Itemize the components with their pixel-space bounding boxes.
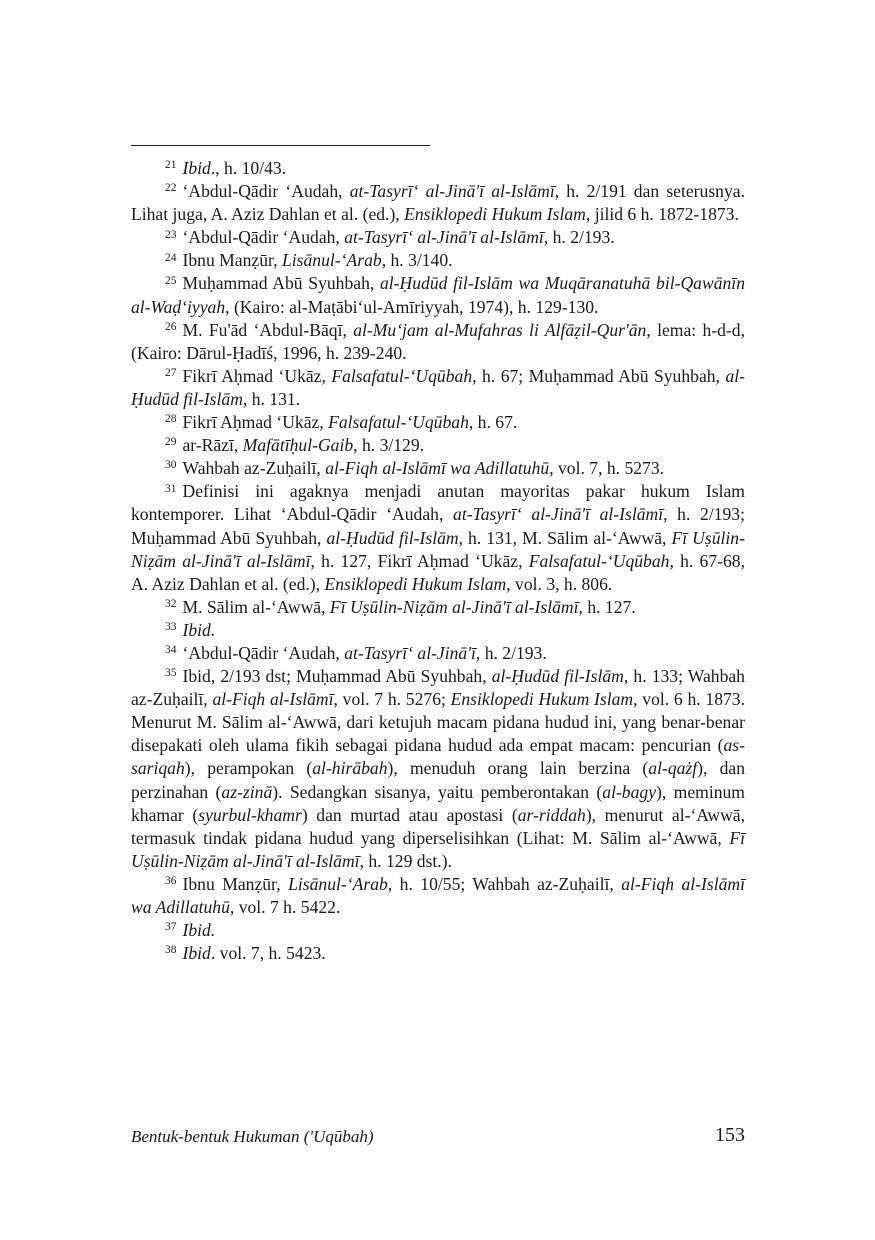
- footnote-italic-title: al-Fiqh al-Islāmī wa Adillatuhū: [325, 458, 550, 479]
- footnote-text: , h. 2/193; Muḥammad Abū Syuhbah,: [131, 504, 745, 548]
- footnote-italic-title: Fī Uṣūlin-Niẓām al-Jinā'ī al-Islāmī: [131, 527, 745, 571]
- footnote-38: [131, 942, 745, 965]
- footnote-italic-title: al-Mu‘jam al-Mufahras li Alfāẓil-Qur'ān: [353, 319, 647, 340]
- footnote-36: [131, 873, 745, 919]
- footnote-31: [131, 480, 745, 595]
- footnote-italic-title: al-Ḥudūd fil-Islām: [491, 666, 624, 687]
- footnote-text: , vol. 3, h. 806.: [506, 573, 613, 594]
- footnote-text: ), meminum khamar (: [131, 781, 745, 825]
- footnote-italic-title: al-qażf: [648, 758, 698, 779]
- footnote-text: , h. 67; Muḥammad Abū Syuhbah,: [472, 365, 726, 386]
- footnote-italic-title: al-bagy: [602, 781, 657, 802]
- footnote-text: Muḥammad Abū Syuhbah,: [182, 273, 380, 294]
- footnote-italic-title: Lisānul-‘Arab: [281, 250, 382, 271]
- footnote-text: , vol. 7 h. 5276;: [333, 689, 451, 710]
- footnote-text: , h. 3/140.: [381, 250, 453, 271]
- footnote-text: , h. 127, Fikrī Aḥmad ‘Ukāz,: [310, 550, 529, 571]
- footnote-number: 38: [165, 944, 177, 957]
- footnote-28: [131, 411, 745, 434]
- footnote-text: , h. 129 dst.).: [359, 850, 452, 871]
- footnote-italic-title: Ibid.: [182, 619, 216, 640]
- footnote-italic-title: Mafātīḥul-Gaib: [242, 435, 354, 456]
- footnote-text: , lema: h-d-d, (Kairo: Dārul-Ḥadīś, 1996, h. 239-240.: [131, 319, 745, 363]
- footnotes-section: [131, 157, 745, 965]
- footnote-text: , vol. 7 h. 5422.: [229, 897, 341, 917]
- footnote-italic-title: al-hirābah: [312, 758, 388, 779]
- footnote-24: [131, 249, 745, 272]
- footnote-text: M. Fu'ād ‘Abdul-Bāqī,: [182, 319, 354, 340]
- footnote-number: 23: [165, 228, 177, 241]
- footnote-text: , h. 2/193.: [475, 642, 547, 663]
- footnote-text: Ibnu Manẓūr,: [182, 250, 282, 271]
- footnote-26: [131, 319, 745, 365]
- footnote-text: . vol. 7, h. 5423.: [210, 943, 326, 964]
- footnote-italic-title: Ibid.: [182, 920, 216, 941]
- footnote-text: , jilid 6 h. 1872-1873.: [585, 204, 739, 225]
- footnote-35: [131, 665, 745, 873]
- footnote-number: 30: [165, 459, 177, 472]
- footnote-30: [131, 457, 745, 480]
- footnote-number: 28: [165, 413, 177, 426]
- footnote-italic-title: Falsafatul-‘Uqūbah: [331, 365, 473, 386]
- footnote-italic-title: Falsafatul-‘Uqūbah: [328, 412, 469, 433]
- footnote-number: 27: [165, 367, 177, 380]
- footnote-italic-title: Lisānul-‘Arab: [288, 873, 388, 894]
- footnote-text: ) dan murtad atau apostasi (: [301, 804, 518, 825]
- footnote-text: ), menurut al-‘Awwā, termasuk tindak pidana hudud yang diperselisihkan (Lihat: M. Sālim al-‘Awwā,: [131, 804, 746, 848]
- footnote-27: [131, 365, 745, 411]
- footnote-text: , h. 2/193.: [543, 227, 615, 248]
- footnote-32: [131, 596, 745, 619]
- footnote-text: ‘Abdul-Qādir ‘Audah,: [182, 642, 345, 663]
- footnote-text: , vol. 6 h. 1873. Menurut M. Sālim al-‘Awwā, dari ketujuh macam pidana hudud ini, yang benar-benar disepakati oleh ulama fikih sebagai pidana hudud ada empat macam: pencurian (: [131, 689, 745, 756]
- footnote-number: 33: [165, 621, 177, 634]
- footnote-italic-title: al-Ḥudūd fil-Islām wa Muqāranatuhā bil-Qawānīn al-Waḍ‘iyyah: [131, 273, 745, 317]
- footnote-text: Fikrī Aḥmad ‘Ukāz,: [182, 365, 332, 386]
- footnote-text: ). Sedangkan sisanya, yaitu pemberontakan (: [272, 781, 603, 802]
- footnote-text: , h. 67.: [468, 412, 518, 433]
- footnote-italic-title: al-Fiqh al-Islāmī wa Adillatuhū: [131, 873, 745, 917]
- footnote-italic-title: at-Tasyrī‘ al-Jinā'ī: [344, 642, 476, 663]
- page-number: 153: [715, 1124, 745, 1146]
- footnote-29: [131, 434, 745, 457]
- footnote-italic-title: az-zinā: [221, 781, 273, 802]
- footnote-text: Wahbah az-Zuḥailī,: [182, 458, 326, 479]
- footnote-text: , h. 131, M. Sālim al-‘Awwā,: [458, 527, 672, 548]
- footnote-number: 36: [165, 875, 177, 888]
- footnote-number: 37: [165, 921, 177, 934]
- footnote-italic-title: al-Ḥudūd fil-Islām: [326, 527, 459, 548]
- running-title: Bentuk-bentuk Hukuman ('Uqūbah): [131, 1127, 374, 1146]
- footnote-italic-title: Ibid: [182, 158, 211, 178]
- footnote-text: ), dan perzinahan (: [131, 758, 746, 802]
- footnote-number: 34: [165, 644, 177, 657]
- footnote-number: 31: [165, 482, 177, 495]
- footnote-text: ., h. 10/43.: [210, 158, 287, 178]
- footnote-italic-title: as-sariqah: [131, 735, 745, 779]
- footnote-italic-title: syurbul-khamr: [198, 804, 302, 825]
- footnote-separator-rule: [131, 145, 430, 146]
- footnote-italic-title: al-Ḥudūd fil-Islām: [131, 365, 745, 409]
- footnote-italic-title: Falsafatul-‘Uqūbah: [528, 550, 670, 571]
- footnote-text: Definisi ini agaknya menjadi anutan mayoritas pakar hukum Islam kontemporer. Lihat ‘Abdul-Qādir ‘Audah,: [131, 481, 745, 525]
- footnote-text: , (Kairo: al-Maṭābi‘ul-Amīriyyah, 1974), h. 129-130.: [225, 296, 599, 317]
- footnote-italic-title: at-Tasyrī‘ al-Jinā'ī al-Islāmī: [344, 227, 544, 248]
- footnote-text: ‘Abdul-Qādir ‘Audah,: [182, 181, 350, 202]
- footnote-number: 21: [165, 159, 177, 172]
- footnote-italic-title: al-Fiqh al-Islāmī: [212, 689, 334, 710]
- page-footer: [131, 1124, 745, 1150]
- footnote-text: ), menuduh orang lain berzina (: [387, 758, 649, 779]
- footnote-italic-title: Fī Uṣūlin-Niẓām al-Jinā'ī al-Islāmī: [329, 596, 579, 617]
- footnote-number: 25: [165, 274, 177, 287]
- footnote-text: ‘Abdul-Qādir ‘Audah,: [182, 227, 345, 248]
- footnote-text: Ibid, 2/193 dst; Muḥammad Abū Syuhbah,: [182, 666, 492, 687]
- footnote-text: ), perampokan (: [184, 758, 313, 779]
- footnote-text: Fikrī Aḥmad ‘Ukāz,: [182, 412, 329, 433]
- footnote-number: 29: [165, 436, 177, 449]
- footnote-italic-title: Fī Uṣūlin-Niẓām al-Jinā'ī al-Islāmī: [131, 827, 745, 871]
- footnote-italic-title: at-Tasyrī‘ al-Jinā'ī al-Islāmī: [349, 181, 555, 202]
- footnote-text: ar-Rāzī,: [182, 435, 243, 456]
- footnote-21: [131, 157, 745, 180]
- footnote-italic-title: Ibid: [182, 943, 211, 964]
- footnote-italic-title: Ensiklopedi Hukum Islam: [450, 689, 634, 710]
- footnote-25: [131, 272, 745, 318]
- footnote-italic-title: Ensiklopedi Hukum Islam: [404, 204, 586, 225]
- footnote-number: 26: [165, 320, 177, 333]
- footnote-text: , h. 3/129.: [353, 435, 425, 456]
- footnote-34: [131, 642, 745, 665]
- footnote-text: , h. 131.: [242, 388, 301, 409]
- footnote-italic-title: ar-riddah: [517, 804, 586, 825]
- footnote-22: [131, 180, 745, 226]
- footnote-text: , h. 67-68, A. Aziz Dahlan et al. (ed.),: [131, 550, 745, 594]
- footnote-text: , vol. 7, h. 5273.: [549, 458, 665, 479]
- footnote-number: 24: [165, 251, 177, 264]
- footnote-text: , h. 2/191 dan seterusnya. Lihat juga, A. Aziz Dahlan et al. (ed.),: [131, 181, 745, 225]
- footnote-number: 22: [165, 182, 177, 195]
- footnote-italic-title: Ensiklopedi Hukum Islam: [324, 573, 507, 594]
- footnote-33: [131, 619, 745, 642]
- footnote-text: , h. 133; Wahbah az-Zuḥailī,: [131, 666, 745, 710]
- footnote-text: M. Sālim al-‘Awwā,: [182, 596, 330, 617]
- footnote-text: , h. 10/55; Wahbah az-Zuḥailī,: [387, 873, 622, 894]
- footnote-number: 35: [165, 667, 177, 680]
- footnote-number: 32: [165, 598, 177, 611]
- footnote-text: Ibnu Manẓūr,: [182, 873, 289, 894]
- footnote-text: , h. 127.: [578, 596, 636, 617]
- footnote-37: [131, 919, 745, 942]
- footnote-italic-title: at-Tasyrī‘ al-Jinā'ī al-Islāmī: [453, 504, 664, 525]
- footnote-23: [131, 226, 745, 249]
